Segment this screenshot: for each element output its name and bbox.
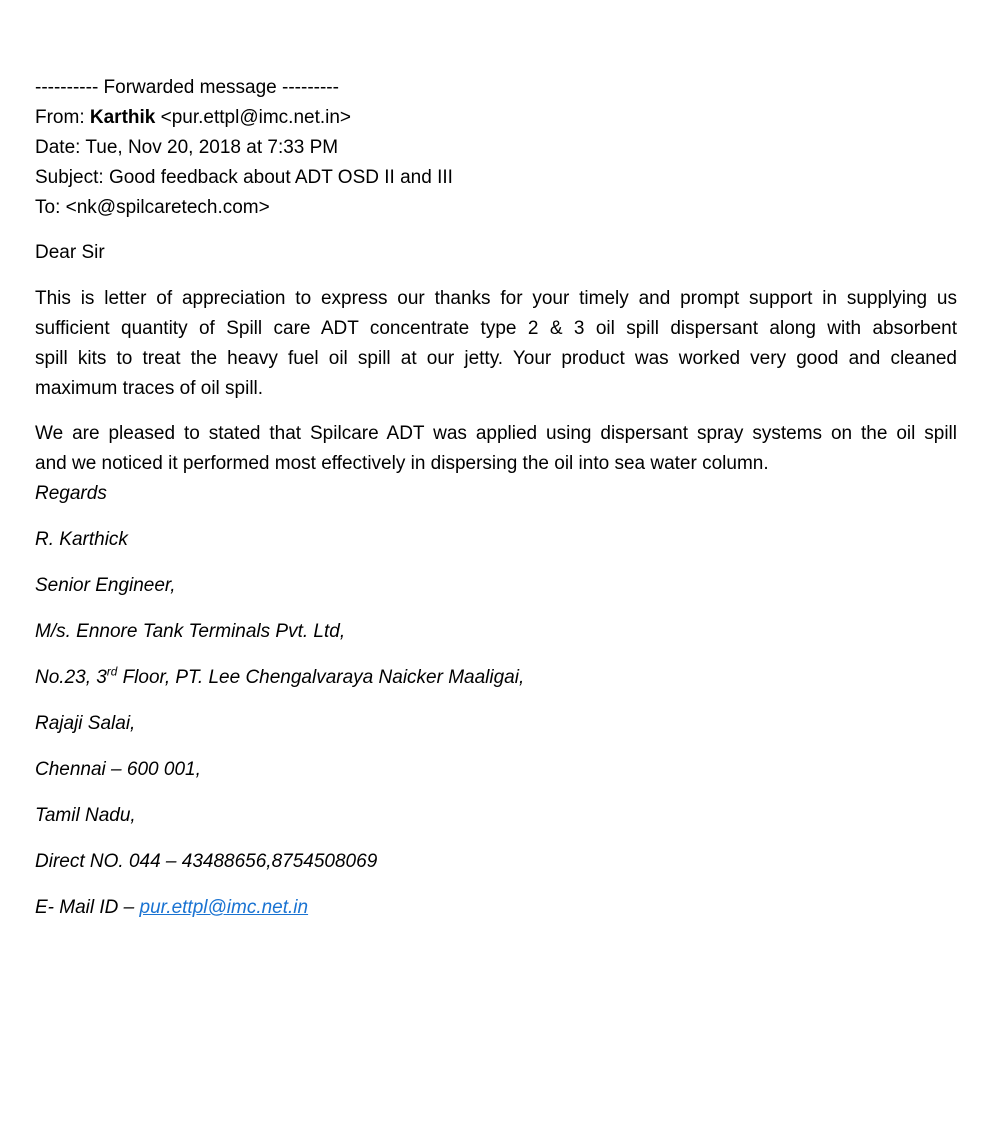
subject-value: Good feedback about ADT OSD II and III	[108, 167, 453, 188]
signature-regards: Regards	[35, 483, 107, 504]
signature-street: Rajaji Salai,	[35, 713, 136, 734]
forwarded-message-separator: ---------- Forwarded message ---------	[35, 77, 339, 98]
from-line	[35, 103, 957, 133]
signature-email-link[interactable]: pur.ettpl@imc.net.in	[139, 897, 309, 918]
date-line	[35, 133, 957, 163]
subject-line	[35, 163, 957, 193]
salutation: Dear Sir	[35, 242, 105, 263]
from-email: <pur.ettpl@imc.net.in>	[155, 107, 352, 128]
email-id-label: E- Mail ID –	[35, 897, 140, 918]
paragraph-line: spill kits to treat the heavy fuel oil spill at our jetty. Your product was worked very good and cleaned	[35, 348, 957, 369]
ordinal-superscript: rd	[106, 665, 118, 679]
signature-block	[35, 479, 957, 923]
address-part2: Floor, PT. Lee Chengalvaraya Naicker Maaligai,	[117, 667, 525, 688]
to-label: To:	[35, 197, 66, 218]
to-value: <nk@spilcaretech.com>	[65, 197, 270, 218]
paragraph-line: sufficient quantity of Spill care ADT concentrate type 2 & 3 oil spill dispersant along with absorbent	[35, 318, 957, 339]
body-paragraph-1	[35, 284, 957, 404]
body-paragraph-2	[35, 419, 957, 479]
signature-title: Senior Engineer,	[35, 575, 176, 596]
signature-phone: Direct NO. 044 – 43488656,8754508069	[35, 851, 378, 872]
address-part1: No.23, 3	[35, 667, 107, 688]
email-body	[35, 238, 957, 479]
signature-email-line	[35, 893, 957, 923]
paragraph-line: This is letter of appreciation to express our thanks for your timely and prompt support in supplying us	[35, 288, 957, 309]
date-label: Date:	[35, 137, 86, 158]
date-value: Tue, Nov 20, 2018 at 7:33 PM	[85, 137, 339, 158]
paragraph-line: maximum traces of oil spill.	[35, 378, 264, 399]
to-line	[35, 193, 957, 223]
signature-name: R. Karthick	[35, 529, 128, 550]
signature-state: Tamil Nadu,	[35, 805, 136, 826]
from-name: Karthik	[89, 107, 156, 128]
email-header	[35, 73, 957, 223]
signature-address	[35, 663, 957, 693]
signature-city: Chennai – 600 001,	[35, 759, 201, 780]
subject-label: Subject:	[35, 167, 109, 188]
paragraph-line: and we noticed it performed most effectively in dispersing the oil into sea water column.	[35, 453, 769, 474]
signature-company: M/s. Ennore Tank Terminals Pvt. Ltd,	[35, 621, 346, 642]
from-label: From:	[35, 107, 90, 128]
paragraph-line: We are pleased to stated that Spilcare ADT was applied using dispersant spray systems on the oil spill	[35, 423, 957, 444]
